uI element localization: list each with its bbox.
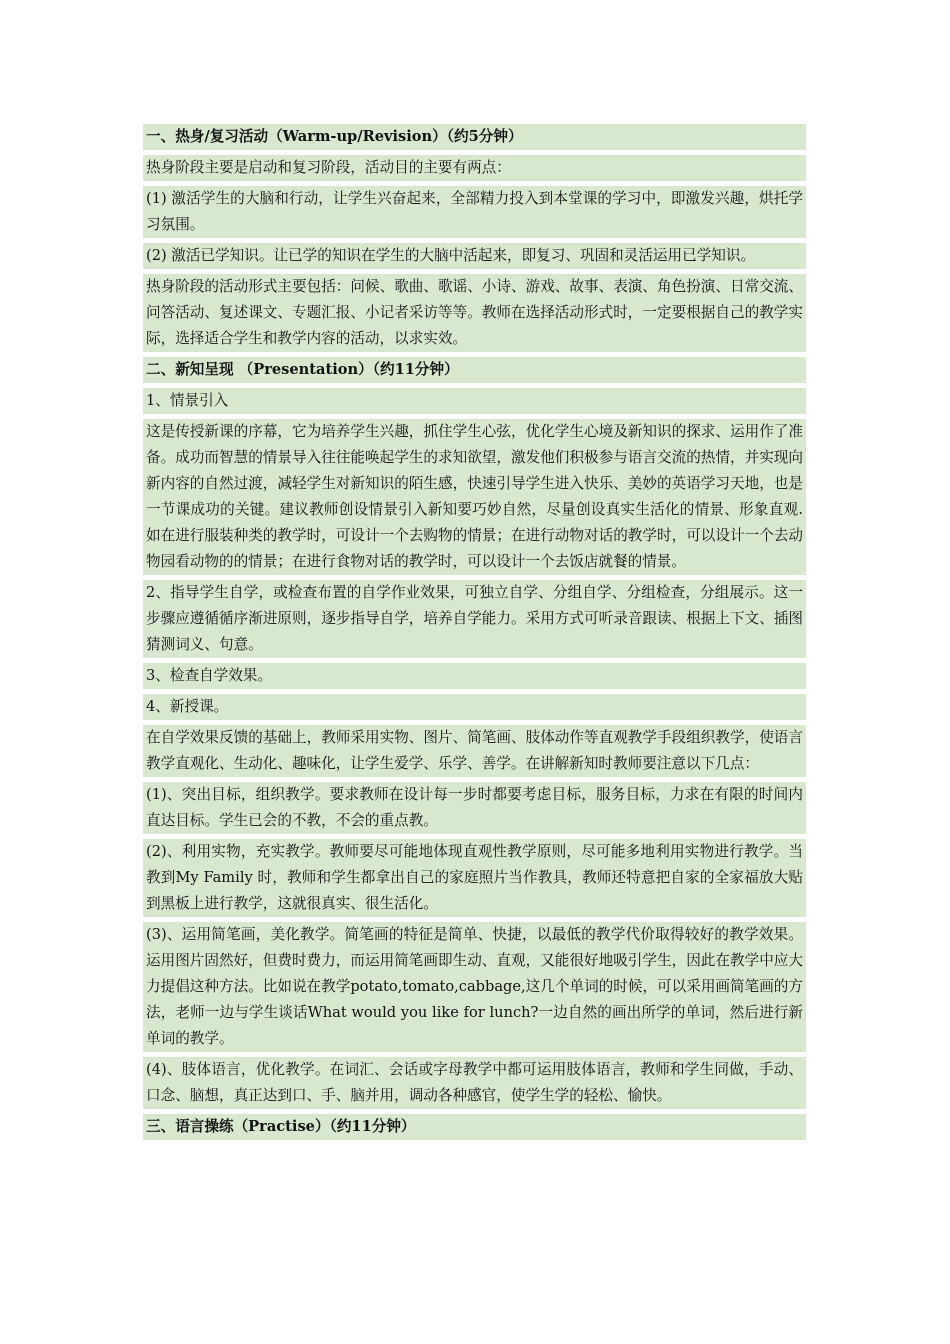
paragraph: 4、新授课。 — [143, 694, 806, 720]
paragraph: 在自学效果反馈的基础上，教师采用实物、图片、简笔画、肢体动作等直观教学手段组织教学，使语言教学直观化、生动化、趣味化，让学生爱学、乐学、善学。在讲解新知时教师要注意以下几点： — [143, 725, 806, 777]
section-heading-practise: 三、语言操练（Practise）（约11分钟） — [143, 1114, 806, 1140]
paragraph: 1、情景引入 — [143, 388, 806, 414]
paragraph: 这是传授新课的序幕，它为培养学生兴趣，抓住学生心弦，优化学生心境及新知识的探求、运用作了准备。成功而智慧的情景导入往往能唤起学生的求知欲望，激发他们积极参与语言交流的热情，并实现向新内容的自然过渡，减轻学生对新知识的陌生感，快速引导学生进入快乐、美妙的英语学习天地，也是一节课成功的关键。建议教师创设情景引入新知要巧妙自然，尽量创设真实生活化的情景、形象直观.如在进行服装种类的教学时，可设计一个去购物的情景；在进行动物对话的教学时，可以设计一个去动物园看动物的的情景；在进行食物对话的教学时，可以设计一个去饭店就餐的情景。 — [143, 419, 806, 575]
paragraph: (2)、利用实物，充实教学。教师要尽可能地体现直观性教学原则，尽可能多地利用实物进行教学。当教到My Family 时，教师和学生都拿出自己的家庭照片当作教具，教师还特意把自家的全家福放大贴到黑板上进行教学，这就很真实、很生活化。 — [143, 839, 806, 917]
paragraph: 热身阶段主要是启动和复习阶段，活动目的主要有两点： — [143, 155, 806, 181]
document-content — [143, 124, 806, 1140]
paragraph: (3)、运用简笔画，美化教学。简笔画的特征是简单、快捷，以最低的教学代价取得较好的教学效果。运用图片固然好，但费时费力，而运用简笔画即生动、直观，又能很好地吸引学生，因此在教学中应大力提倡这种方法。比如说在教学potato,tomato,cabbage,这几个单词的时候，可以采用画简笔画的方法，老师一边与学生谈话What would you like for lunch?一边自然的画出所学的单词，然后进行新单词的教学。 — [143, 922, 806, 1052]
paragraph: (1) 激活学生的大脑和行动，让学生兴奋起来，全部精力投入到本堂课的学习中，即激发兴趣，烘托学习氛围。 — [143, 186, 806, 238]
paragraph: (1)、突出目标，组织教学。要求教师在设计每一步时都要考虑目标，服务目标，力求在有限的时间内直达目标。学生已会的不教，不会的重点教。 — [143, 782, 806, 834]
paragraph: 3、检查自学效果。 — [143, 663, 806, 689]
paragraph: 热身阶段的活动形式主要包括：问候、歌曲、歌谣、小诗、游戏、故事、表演、角色扮演、日常交流、问答活动、复述课文、专题汇报、小记者采访等等。教师在选择活动形式时，一定要根据自己的教学实际，选择适合学生和教学内容的活动，以求实效。 — [143, 274, 806, 352]
paragraph: (4)、肢体语言，优化教学。在词汇、会话或字母教学中都可运用肢体语言，教师和学生同做，手动、口念、脑想，真正达到口、手、脑并用，调动各种感官，使学生学的轻松、愉快。 — [143, 1057, 806, 1109]
section-heading-warmup: 一、热身/复习活动（Warm-up/Revision）（约5分钟） — [143, 124, 806, 150]
paragraph: (2) 激活已学知识。让已学的知识在学生的大脑中活起来，即复习、巩固和灵活运用已学知识。 — [143, 243, 806, 269]
paragraph: 2、指导学生自学，或检查布置的自学作业效果，可独立自学、分组自学、分组检查，分组展示。这一步骤应遵循循序渐进原则，逐步指导自学，培养自学能力。采用方式可听录音跟读、根据上下文、插图猜测词义、句意。 — [143, 580, 806, 658]
section-heading-presentation: 二、新知呈现 （Presentation）（约11分钟） — [143, 357, 806, 383]
